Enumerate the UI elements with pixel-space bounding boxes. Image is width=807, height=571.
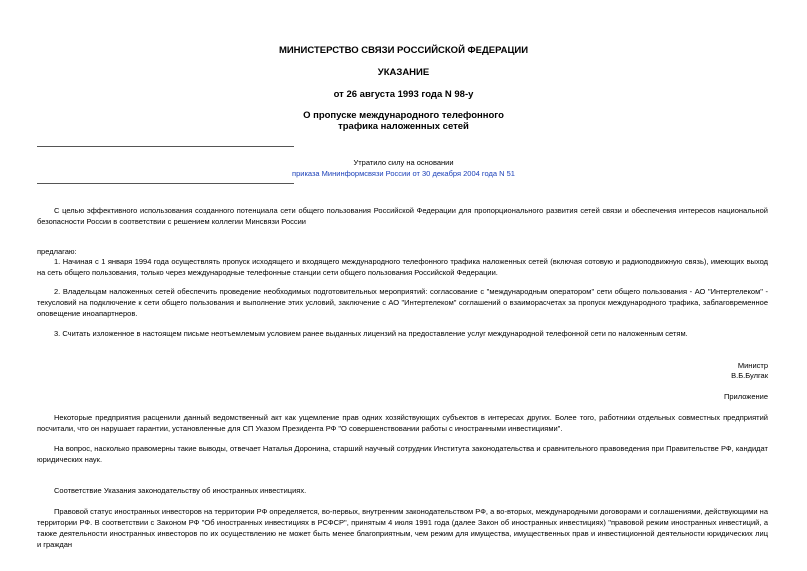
status-line xyxy=(0,168,807,179)
status-text: Утратило силу на основании xyxy=(353,158,454,167)
signature-role: Министр xyxy=(737,361,768,370)
proposes-line: предлагаю: xyxy=(37,247,77,256)
appendix-paragraph-1: Некоторые предприятия расценили данный ведомственный акт как ущемление прав одних хозяйствующих субъектов в интересах других. Более того, работники отдельных совместных предприятий посчитали, что он нарушает гарантии, установленные для СП Указом Президента РФ "О совершенствовании работы с иностранными инвестициями". xyxy=(37,413,768,433)
document-title-line-1: О пропуске международного телефонного xyxy=(303,110,504,121)
signature-name: В.Б.Булгак xyxy=(731,371,768,380)
appendix-label: Приложение xyxy=(724,392,768,401)
document-title-line-2: трафика наложенных сетей xyxy=(338,121,469,132)
repeal-order-link[interactable]: приказа Мининформсвязи России от 30 декабря 2004 года N 51 xyxy=(292,169,515,178)
intro-paragraph: С целью эффективного использования созданного потенциала сети общего пользования Российской Федерации для пропорционального развития сетей связи и обеспечения интересов национальной безопасности России в соответствии с решением коллегии Минсвязи России xyxy=(37,206,768,226)
item-3: 3. Считать изложенное в настоящем письме неотъемлемым условием ранее выданных лицензий на предоставление услуг международной телефонной сети по наложенным сетям. xyxy=(54,329,688,338)
divider-bottom xyxy=(37,183,294,184)
appendix-paragraph-2: На вопрос, насколько правомерны такие выводы, отвечает Наталья Доронина, старший научный сотрудник Института законодательства и сравнительного правоведения при Правительстве РФ, кандидат юридических наук. xyxy=(37,444,768,464)
divider-top xyxy=(37,146,294,147)
item-1: 1. Начиная с 1 января 1994 года осуществлять пропуск исходящего и входящего международного телефонного трафика наложенных сетей (включая сотовую и радиоподвижную связь), имеющих выход на сеть общего пользования, только через международные телефонные станции сети общего пользования Российской Федерации. xyxy=(37,257,768,277)
item-2: 2. Владельцам наложенных сетей обеспечить проведение необходимых подготовительных мероприятий: согласование с "международным оператором" сети общего пользования - АО "Интертелеком" - техусловий на подключение к сети общего пользования и выполнение этих условий, заключение с АО "Интертелеком" соглашений о взаиморасчетах за пропуск международного трафика, заблаговременное оповещение иноапартнеров. xyxy=(37,287,768,318)
ministry-heading: МИНИСТЕРСТВО СВЯЗИ РОССИЙСКОЙ ФЕДЕРАЦИИ xyxy=(278,45,529,56)
appendix-paragraph-4: Правовой статус иностранных инвесторов на территории РФ определяется, во-первых, внутренним законодательством РФ, а во-вторых, международными договорами и соглашениями, действующими на территории РФ. В соответствии с Законом РФ "Об иностранных инвестициях в РСФСР", принятым 4 июля 1991 года (далее Закон об иностранных инвестициях) "правовой режим иностранных инвестиций, а также деятельности иностранных инвесторов по их осуществлению не может быть менее благоприятным, чем режим для имущества, имущественных прав и инвестиционной деятельности юридических лиц и граждан xyxy=(37,507,768,549)
document-type: УКАЗАНИЕ xyxy=(377,67,430,78)
page-cutoff xyxy=(0,563,807,571)
appendix-paragraph-3: Соответствие Указания законодательству об иностранных инвестициях. xyxy=(54,486,307,495)
document-date-number: от 26 августа 1993 года N 98-у xyxy=(333,89,474,100)
